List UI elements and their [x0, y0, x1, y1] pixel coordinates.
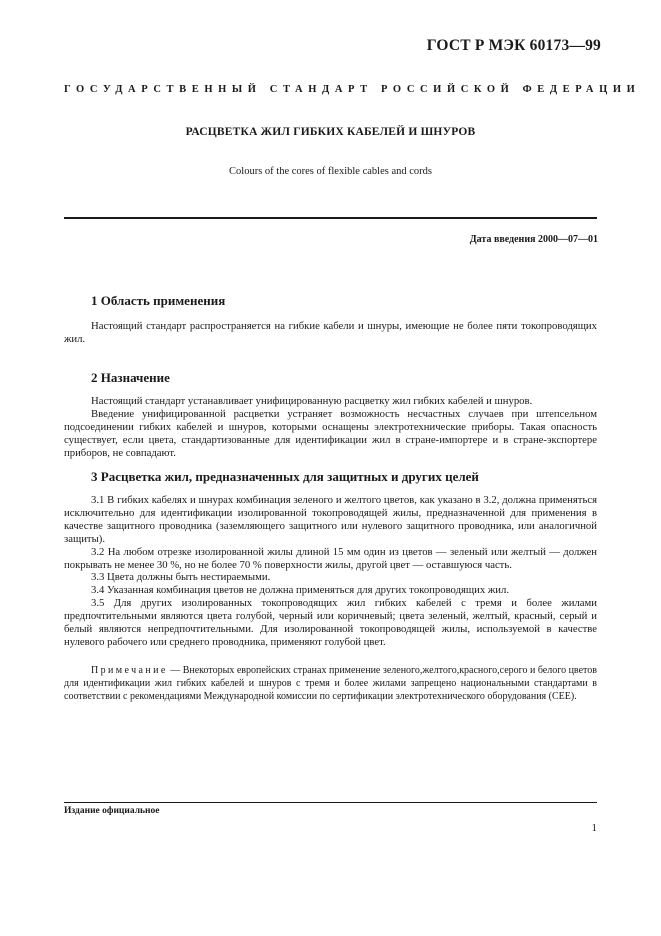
footer-divider: [64, 802, 597, 803]
document-code: ГОСТ Р МЭК 60173—99: [426, 37, 601, 54]
clause-3-4: 3.4 Указанная комбинация цветов не должна применяться для других токопроводящих жил.: [91, 584, 510, 597]
section-1-heading: 1 Область применения: [91, 293, 226, 308]
document-title: РАСЦВЕТКА ЖИЛ ГИБКИХ КАБЕЛЕЙ И ШНУРОВ: [185, 126, 476, 138]
note-label: Примечание: [91, 665, 168, 676]
clause-3-2: 3.2 На любом отрезке изолированной жилы длиной 15 мм один из цветов — зеленый или желтый — должен покрывать не менее 30 %, но не более 70 % поверхности жилы, другой цвет — оставшуюся часть.: [64, 545, 597, 571]
section-1-body: [64, 320, 597, 346]
clause-3-1: 3.1 В гибких кабелях и шнурах комбинация зеленого и желтого цветов, как указано в 3.2, должна применяться исключительно для идентификации изолированной токопроводящей жилы, предназначенной для применения в качестве защитного проводника (заземляющего защитного или нулевого защитного проводника, или аналогичной защиты).: [64, 494, 597, 545]
edition-label: Издание официальное: [64, 806, 160, 816]
section-1-paragraph-1: Настоящий стандарт распространяется на гибкие кабели и шнуры, имеющие не более пяти токопроводящих жил.: [64, 320, 597, 345]
document-title-english: Colours of the cores of flexible cables and cords: [229, 166, 432, 177]
section-3-body: [64, 494, 597, 649]
note-block: [64, 664, 597, 704]
clause-3-3: 3.3 Цвета должны быть нестираемыми.: [91, 571, 271, 584]
introduction-date: Дата введения 2000—07—01: [469, 234, 598, 245]
header-divider: [64, 217, 597, 219]
clause-3-5: 3.5 Для других изолированных токопроводящих жил гибких кабелей с тремя и более жилами предпочтительными являются цвета голубой, черный или коричневый; цвета зеленый, желтый, красный, серый и белый являются непредпочтительными. Для изолированной токопроводящей жилы, используемой в качестве нулевого рабочего или среднего проводника, применяют голубой цвет.: [64, 597, 597, 648]
section-2-heading: 2 Назначение: [91, 370, 170, 385]
section-2-body: [64, 395, 597, 460]
section-2-paragraph-2: Введение унифицированной расцветки устраняет возможность несчастных случаев при штепсельном подсоединении гибких кабелей и шнуров, которыми оснащены электротехнические приборы. Такая опасность существует, если цвета, стандартизованные для идентификации жил в стране-импортере и в стране-экспортере приборов, не совпадают.: [64, 407, 597, 459]
section-2-paragraph-1: Настоящий стандарт устанавливает унифицированную расцветку жил гибких кабелей и шнуров.: [91, 395, 533, 407]
organization-title: ГОСУДАРСТВЕННЫЙ СТАНДАРТ РОССИЙСКОЙ ФЕДЕРАЦИИ: [64, 84, 641, 95]
note-text: — Внекоторых европейских странах применение зеленого,желтого,красного,серого и белого цветов для идентификации жил гибких кабелей и шнуров с тремя и более жилами запрещено национальными стандартами в соответствии с рекомендациями Международной комиссии по сертификации электротехнического оборудования (CEE).: [64, 665, 597, 703]
section-3-heading: 3 Расцветка жил, предназначенных для защитных и других целей: [91, 469, 479, 484]
page-number: 1: [591, 822, 597, 834]
